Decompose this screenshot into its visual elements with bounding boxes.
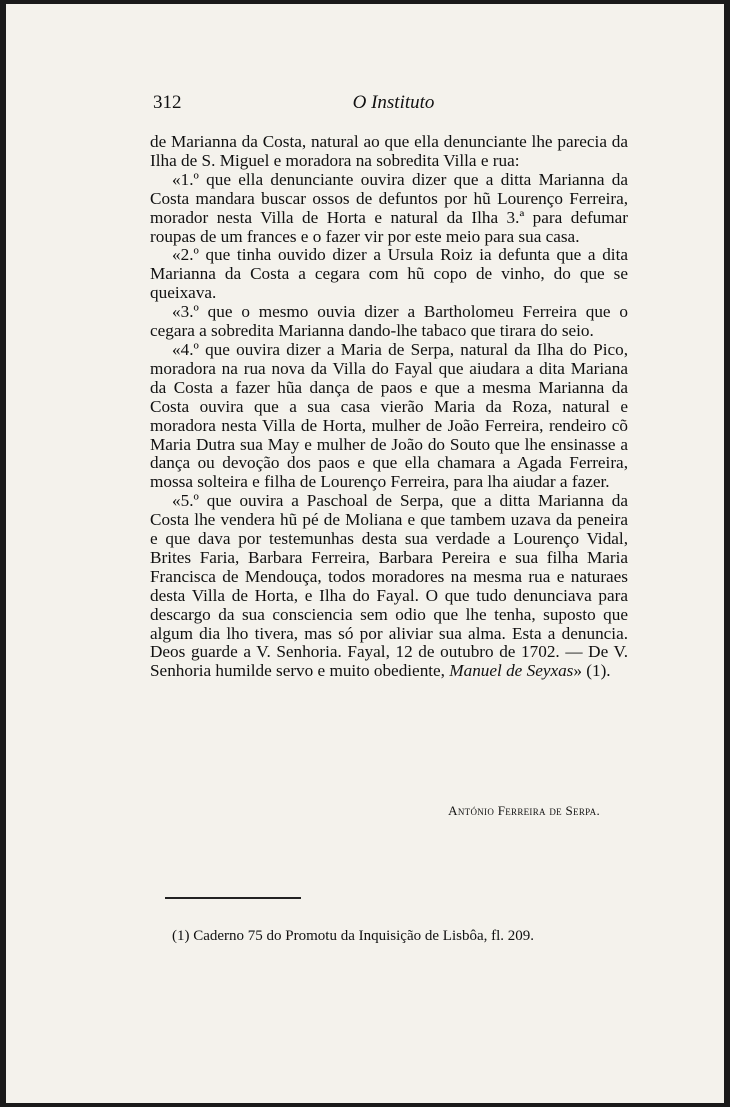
paragraph-item-4: «4.º que ouvira dizer a Maria de Serpa, natural da Ilha do Pico, moradora na rua nova da Villa do Fayal que aiudara a dita Mariana da Costa a fazer hũa dança de paos e que a mesma Marianna da Costa ouvira que a sua casa vierão Maria da Roza, natural e moradora nesta Villa de Horta, mulher de João Ferreira, rendeiro cõ Maria Dutra sua May e mulher de João do Souto que lhe ensinasse a dança ou devoção dos paos e que ella chamara a Agada Ferreira, mossa solteira e filha de Lourenço Ferreira, para lha aiudar a fazer. [150, 339, 628, 492]
paragraph-item-2: «2.º que tinha ouvido dizer a Ursula Roiz ia defunta que a dita Marianna da Costa a cegara com hũ copo de vinho, do que se queixava. [150, 245, 628, 303]
body-text [150, 133, 628, 681]
footnote-divider [165, 897, 301, 899]
signature: António Ferreira de Serpa. [448, 803, 600, 818]
running-title: O Instituto [352, 92, 435, 113]
page-header [153, 92, 634, 116]
paragraph-intro: de Marianna da Costa, natural ao que ella denunciante lhe parecia da Ilha de S. Miguel e moradora na sobredita Villa e rua: [150, 132, 628, 170]
paragraph-item-5 [150, 492, 628, 681]
closing-suffix: » (1). [573, 661, 611, 681]
footnote: (1) Caderno 75 do Promotu da Inquisição de Lisbôa, fl. 209. [172, 928, 535, 944]
page-number: 312 [153, 92, 182, 113]
paragraph-item-1: «1.º que ella denunciante ouvira dizer que a ditta Marianna da Costa mandara buscar ossos de defuntos por hũ Lourenço Ferreira, morador nesta Villa de Horta e natural da Ilha 3.ª para defumar roupas de um frances e o fazer vir por este meio para sua casa. [150, 169, 628, 246]
paragraph-item-5-text: «5.º que ouvira a Paschoal de Serpa, que a ditta Marianna da Costa lhe vendera hũ pé de Moliana e que tambem uzava da peneira e que dava por testemunhas desta sua verdade a Lourenço Vidal, Brites Faria, Barbara Ferreira, Barbara Pereira e sua filha Maria Francisca de Mendouça, todos moradores na mesma rua e naturaes desta Villa de Horta, e Ilha do Fayal. O que tudo denunciava para descargo da sua consciencia sem odio que lhe tenha, suposto que algum dia lho tivera, mas só por aliviar sua alma. Esta a denuncia. Deos guarde a V. Senhoria. Fayal, 12 de outubro de 1702. — De V. Senhoria humilde servo e muito obediente, [150, 491, 628, 681]
paragraph-item-3: «3.º que o mesmo ouvia dizer a Bartholomeu Ferreira que o cegara a sobredita Marianna dando-lhe tabaco que tirara do seio. [150, 302, 628, 341]
closing-name: Manuel de Seyxas [449, 661, 574, 681]
